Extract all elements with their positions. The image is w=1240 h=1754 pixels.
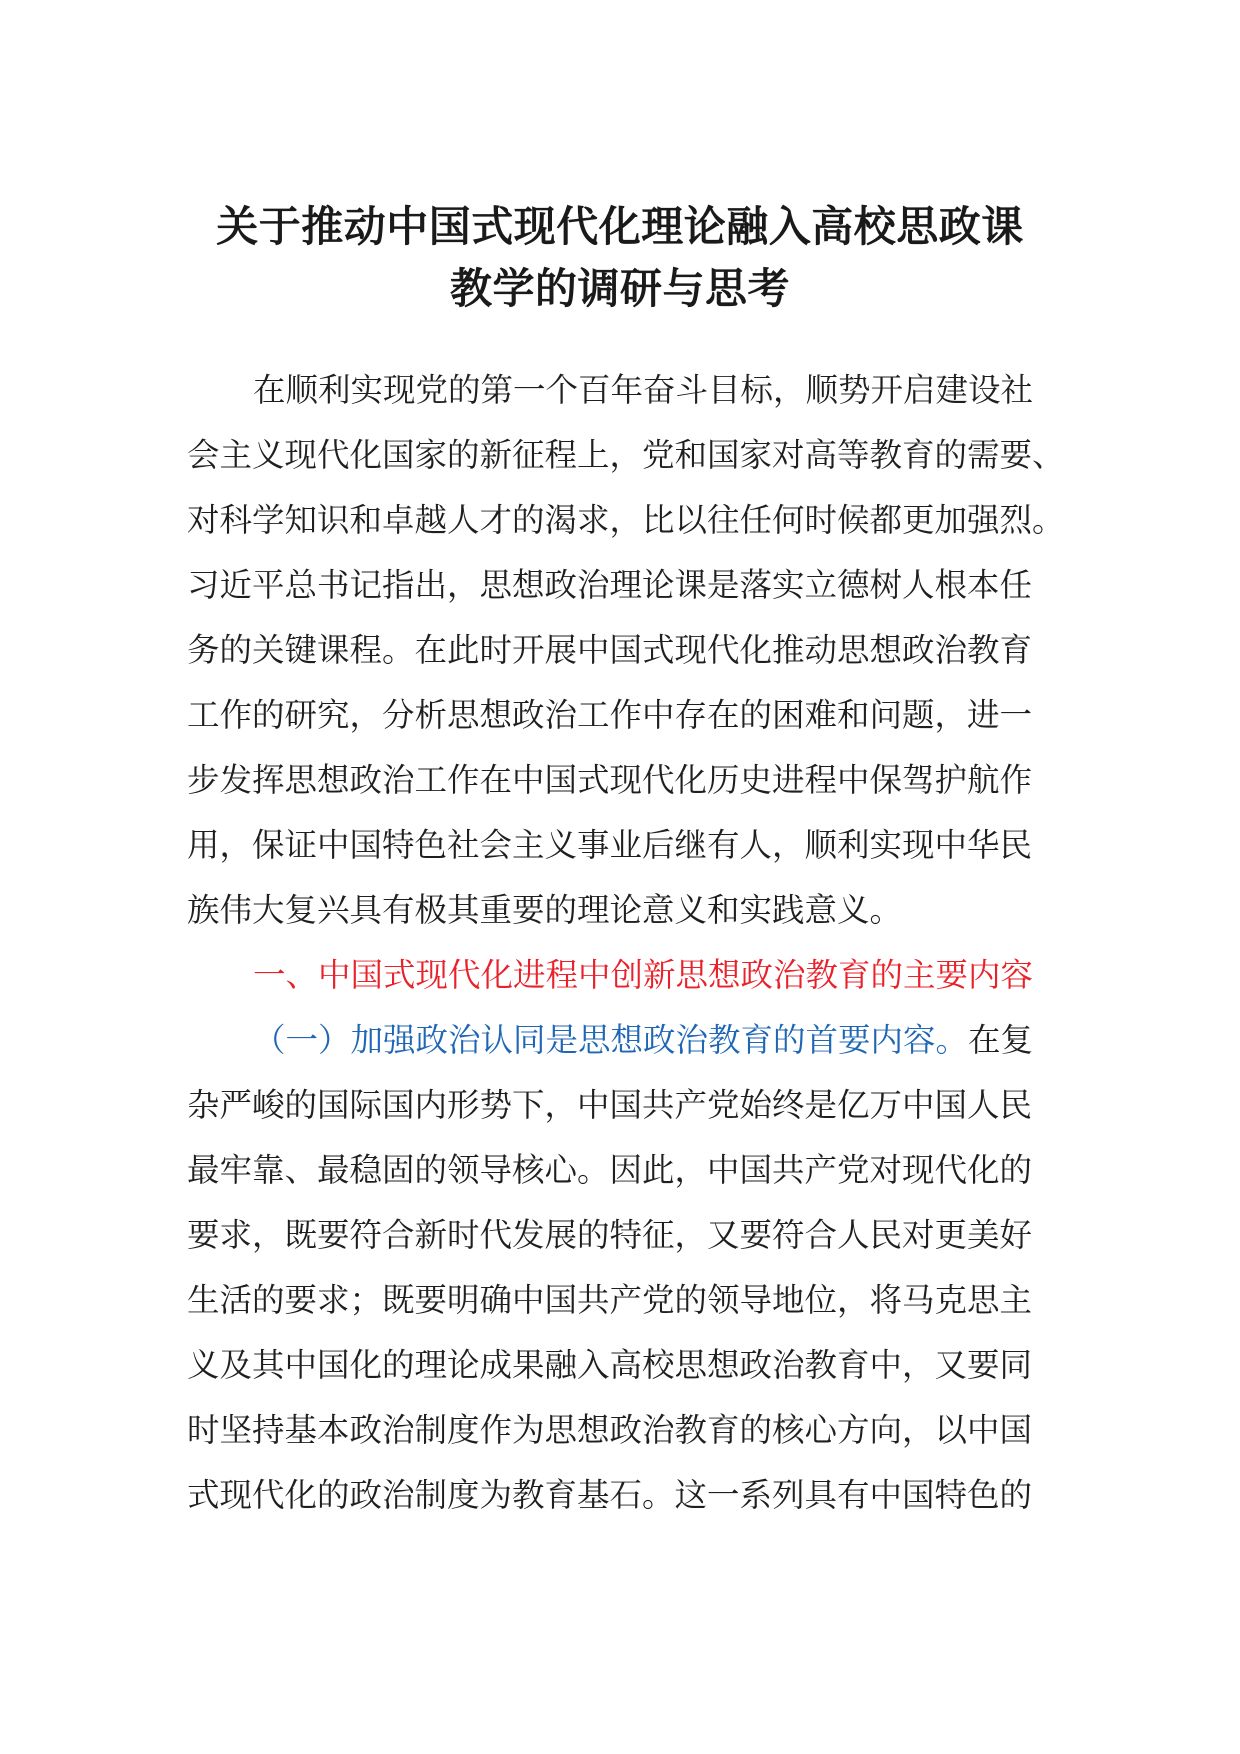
subsection-line: 最牢靠、最稳固的领导核心。因此，中国共产党对现代化的 [187,1151,1033,1189]
intro-line: 务的关键课程。在此时开展中国式现代化推动思想政治教育 [187,631,1033,669]
subsection-first-line-rest: 在复 [968,1021,1034,1059]
subsection-paragraph [187,1008,1057,1528]
intro-line: 对科学知识和卓越人才的渴求，比以往任何时候都更加强烈。 [187,501,1065,539]
title-line-1: 关于推动中国式现代化理论融入高校思政课 [216,202,1024,251]
intro-line: 在顺利实现党的第一个百年奋斗目标，顺势开启建设社 [253,371,1034,409]
document-body [187,358,1065,1528]
subsection-line: 义及其中国化的理论成果融入高校思想政治教育中，又要同 [187,1346,1033,1384]
subsection-first-line [187,1008,1057,1073]
subsection-line: 时坚持基本政治制度作为思想政治教育的核心方向，以中国 [187,1411,1033,1449]
title-line-2: 教学的调研与思考 [449,264,790,313]
section-heading: 一、中国式现代化进程中创新思想政治教育的主要内容 [253,956,1034,994]
intro-line: 步发挥思想政治工作在中国式现代化历史进程中保驾护航作 [187,761,1033,799]
intro-line: 用，保证中国特色社会主义事业后继有人，顺利实现中华民 [187,826,1033,864]
subsection-heading: （一）加强政治认同是思想政治教育的首要内容。 [253,1021,969,1059]
section-heading-paragraph [187,943,1057,1008]
intro-paragraph [187,358,1065,943]
intro-line: 工作的研究，分析思想政治工作中存在的困难和问题，进一 [187,696,1033,734]
document-title [150,196,1090,320]
intro-line: 族伟大复兴具有极其重要的理论意义和实践意义。 [187,891,903,929]
subsection-line: 式现代化的政治制度为教育基石。这一系列具有中国特色的 [187,1476,1033,1514]
intro-line: 习近平总书记指出，思想政治理论课是落实立德树人根本任 [187,566,1033,604]
subsection-line: 要求，既要符合新时代发展的特征，又要符合人民对更美好 [187,1216,1033,1254]
intro-line: 会主义现代化国家的新征程上，党和国家对高等教育的需要、 [187,436,1065,474]
subsection-line: 生活的要求；既要明确中国共产党的领导地位，将马克思主 [187,1281,1033,1319]
subsection-line: 杂严峻的国际国内形势下，中国共产党始终是亿万中国人民 [187,1086,1033,1124]
